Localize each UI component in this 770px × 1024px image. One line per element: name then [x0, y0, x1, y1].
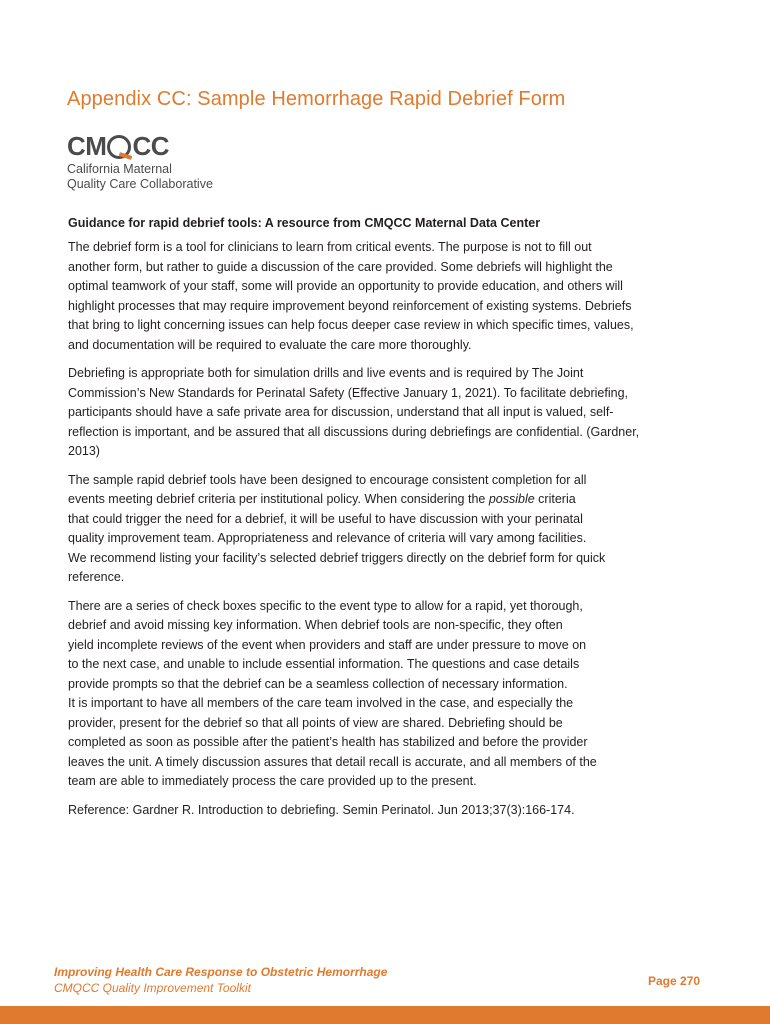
footer-line-1: Improving Health Care Response to Obstetric Hemorrhage	[54, 965, 388, 979]
text-line: yield incomplete reviews of the event when providers and staff are under pressure to move on	[68, 637, 587, 652]
text-line: The debrief form is a tool for clinicians to learn from critical events. The purpose is not to fill out	[68, 240, 592, 254]
text-line: provider, present for the debrief so that all points of view are shared. Debriefing should be	[68, 715, 563, 730]
text-line: completed as soon as possible after the patient’s health has stabilized and before the provider	[68, 735, 588, 749]
footer-line-2: CMQCC Quality Improvement Toolkit	[54, 981, 251, 995]
logo-letters-cc: CC	[132, 131, 169, 161]
text-line: team are able to immediately process the care provided up to the present.	[68, 774, 477, 788]
page-number: Page 270	[648, 974, 701, 988]
section-heading: Guidance for rapid debrief tools: A resource from CMQCC Maternal Data Center	[68, 216, 541, 230]
paragraph-1	[68, 238, 708, 355]
paragraph-4	[68, 597, 708, 792]
text-line: reflection is important, and be assured that all discussions during debriefings are confidential. (Gardner,	[68, 424, 640, 439]
footer-toolkit-title	[54, 964, 387, 996]
text-line: leaves the unit. A timely discussion assures that detail recall is accurate, and all members of the	[68, 754, 597, 769]
text-line: provide prompts so that the debrief can be a seamless collection of necessary information.	[68, 676, 568, 691]
text-line: debrief and avoid missing key information. When debrief tools are non-specific, they often	[68, 618, 563, 632]
paragraph-3	[68, 471, 708, 588]
text-line	[68, 490, 708, 510]
logo-line-1: California Maternal	[67, 162, 172, 176]
text-line: to the next case, and unable to include essential information. The questions and case details	[68, 657, 580, 671]
text-line: highlight processes that may require improvement beyond reinforcement of existing systems. Debriefs	[68, 298, 632, 313]
logo-line-2: Quality Care Collaborative	[67, 177, 213, 191]
text-line: Commission’s New Standards for Perinatal Safety (Effective January 1, 2021). To facilitate debriefing,	[68, 385, 629, 400]
reference-citation	[68, 801, 708, 821]
logo-q-mark	[107, 135, 131, 159]
text-line: The sample rapid debrief tools have been designed to encourage consistent completion for all	[68, 472, 587, 487]
text-line: Reference: Gardner R. Introduction to debriefing. Semin Perinatol. Jun 2013;37(3):166-174.	[68, 802, 575, 817]
page-title: Appendix CC: Sample Hemorrhage Rapid Debrief Form	[67, 88, 566, 110]
document-body	[68, 216, 708, 829]
text-line: participants should have a safe private area for discussion, understand that all input is valued, self-	[68, 405, 614, 419]
text-line: reference.	[68, 570, 125, 584]
text-line: Debriefing is appropriate both for simulation drills and live events and is required by The Joint	[68, 366, 584, 380]
text-line: It is important to have all members of the care team involved in the case, and especially the	[68, 696, 574, 710]
logo-letters-cm: CM	[67, 131, 107, 161]
text-run: criteria	[534, 492, 576, 506]
text-line: quality improvement team. Appropriateness and relevance of criteria will vary among facilities.	[68, 531, 587, 545]
text-line: that could trigger the need for a debrief, it will be useful to have discussion with your perinatal	[68, 511, 583, 526]
cmqcc-logo	[67, 133, 213, 192]
text-line: 2013)	[68, 444, 100, 458]
logo-wordmark	[67, 133, 213, 160]
text-run: events meeting debrief criteria per institutional policy. When considering the	[68, 492, 489, 506]
footer-accent-bar	[0, 1006, 770, 1024]
text-line: There are a series of check boxes specific to the event type to allow for a rapid, yet thorough,	[68, 598, 583, 613]
paragraph-2	[68, 364, 708, 462]
text-line: optimal teamwork of your staff, some will provide an opportunity to provide education, and others will	[68, 279, 623, 293]
text-line: another form, but rather to guide a discussion of the care provided. Some debriefs will highlight the	[68, 259, 613, 274]
italic-emphasis: possible	[488, 492, 535, 506]
text-line: and documentation will be required to evaluate the care more thoroughly.	[68, 337, 472, 352]
text-line: We recommend listing your facility’s selected debrief triggers directly on the debrief form for quick	[68, 550, 606, 565]
text-line: that bring to light concerning issues can help focus deeper case review in which specific times, values,	[68, 318, 634, 332]
